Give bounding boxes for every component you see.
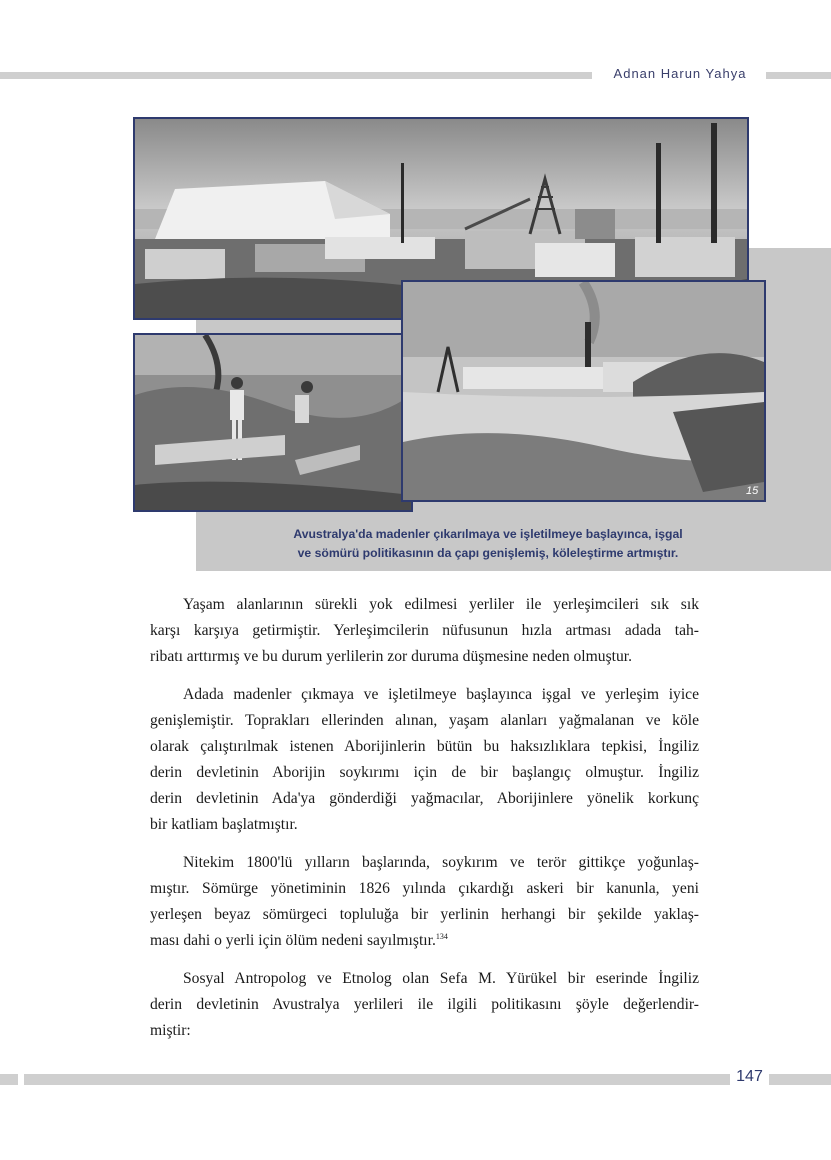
text-line: ribatı arttırmış ve bu durum yerlilerin zor duruma düşmesine neden olmuştur.	[150, 648, 632, 665]
mining-site-photo	[401, 280, 766, 502]
paragraph	[150, 850, 699, 954]
text-line: Adada madenler çıkmaya ve işletilmeye başlayınca işgal ve yerleşim iyice	[183, 686, 699, 703]
page-number: 147	[736, 1068, 763, 1085]
paragraph	[150, 592, 699, 670]
text-line: mıştır. Sömürge yönetiminin 1826 yılında çıkardığı askeri bir kanunla, yeni	[150, 880, 699, 897]
photo-number: 15	[746, 485, 759, 497]
text-line-content: ması dahi o yerli için ölüm nedeni sayılmıştır.	[150, 932, 436, 949]
text-line	[150, 928, 699, 954]
miners-working-photo	[133, 333, 413, 512]
header-rule-right	[766, 72, 831, 79]
text-line: derin devletinin Aborijin soykırımı için de bir başlangıç olmuştur. İngiliz	[150, 764, 699, 781]
text-line: Nitekim 1800'lü yılların başlarında, soykırım ve terör gittikçe yoğunlaş-	[183, 854, 699, 871]
text-line: Yaşam alanlarının sürekli yok edilmesi yerliler ile yerleşimcileri sık sık	[183, 596, 699, 613]
header-rule-left	[0, 72, 592, 79]
running-title: Adnan Harun Yahya	[613, 66, 747, 81]
text-line: karşı karşıya getirmiştir. Yerleşimcilerin nüfusunun hızla artması adada tah-	[150, 622, 699, 639]
text-line: derin devletinin Avustralya yerlileri ile ilgili politikasını şöyle değerlendir-	[150, 996, 699, 1013]
figure-caption	[218, 525, 758, 563]
text-line: olarak çalıştırılmak istenen Aborijinlerin bütün bu haksızlıklara tepkisi, İngiliz	[150, 738, 699, 755]
footer-rule-right	[769, 1074, 831, 1085]
paragraph	[150, 966, 699, 1044]
caption-line: Avustralya'da madenler çıkarılmaya ve işletilmeye başlayınca, işgal	[293, 527, 683, 541]
text-line: yerleşen beyaz sömürgeci topluluğa bir yerlinin herhangi bir şekilde yaklaş-	[150, 906, 699, 923]
text-line: genişlemiştir. Toprakları ellerinden alınan, yaşam alanları yağmalanan ve köle	[150, 712, 699, 729]
footnote-reference[interactable]: 134	[435, 931, 448, 941]
text-line: derin devletinin Ada'ya gönderdiği yağmacılar, Aborijinlere yönelik korkunç	[150, 790, 699, 807]
body-text	[150, 592, 699, 1056]
text-line: miştir:	[150, 1022, 191, 1039]
text-line: Sosyal Antropolog ve Etnolog olan Sefa M. Yürükel bir eserinde İngiliz	[183, 970, 699, 987]
footer-rule	[24, 1074, 730, 1085]
paragraph	[150, 682, 699, 838]
text-line: bir katliam başlatmıştır.	[150, 816, 298, 833]
caption-line: ve sömürü politikasının da çapı genişlemiş, köleleştirme artmıştır.	[297, 546, 679, 560]
footer-rule-left	[0, 1074, 18, 1085]
